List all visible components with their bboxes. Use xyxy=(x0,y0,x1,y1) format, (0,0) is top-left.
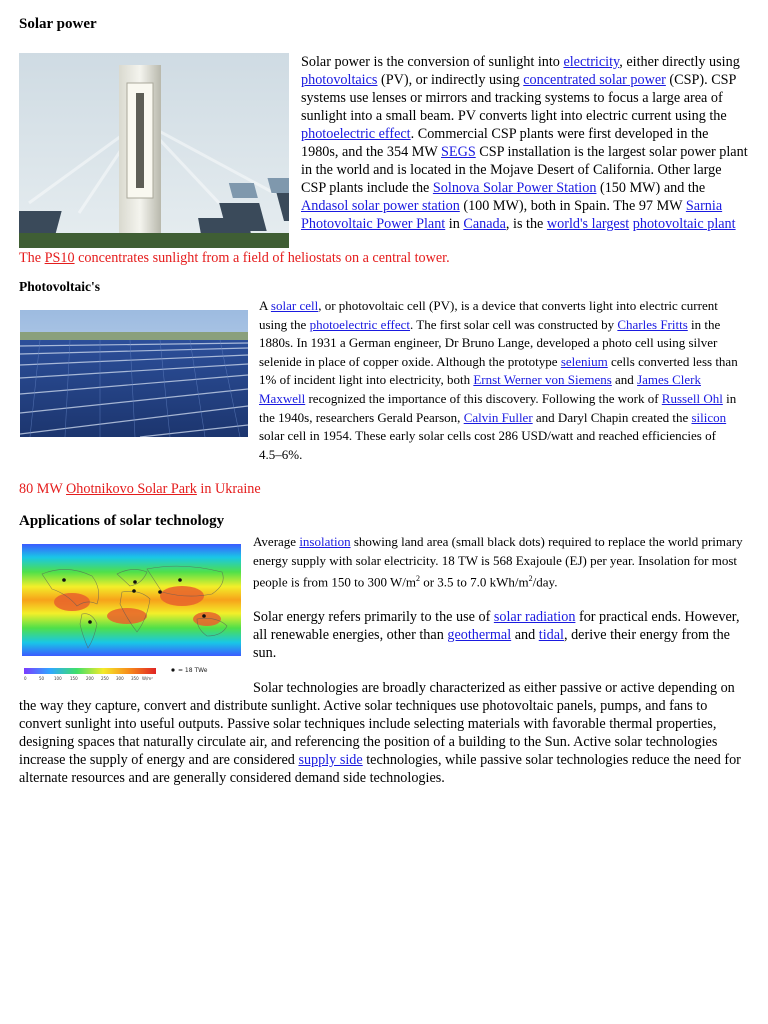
svg-text:W/m²: W/m² xyxy=(142,676,153,681)
link-ps10[interactable]: PS10 xyxy=(44,250,75,266)
solar-technologies-paragraph: Solar technologies are broadly characterized as either passive or active depending on the way they capture, convert and distribute sunlight. Active solar techniques use photovoltaic panels, pumps, and fans to convert sunlight into useful outputs. Passive solar techniques include selecting materials with favorable thermal properties, designing spaces that naturally circulate air, and referencing the position of a building to the Sun. Active solar technologies increase the supply of energy and are considered supply side technologies, while passive solar technologies reduce the need for alternate resources and are generally considered demand side technologies. xyxy=(19,680,741,786)
ps10-tower-image xyxy=(19,53,289,248)
link-selenium[interactable]: selenium xyxy=(560,353,608,369)
applications-heading: Applications of solar technology xyxy=(19,513,225,529)
pv-heading: Photovoltaic's xyxy=(19,279,100,294)
link-canada[interactable]: Canada xyxy=(463,216,506,232)
solar-park-image xyxy=(20,310,248,437)
ps10-caption: The PS10 concentrates sunlight from a field of heliostats on a central tower. xyxy=(19,250,450,266)
link-electricity[interactable]: electricity xyxy=(563,54,620,70)
link-ernst-werner-von-siemens[interactable]: Ernst Werner von Siemens xyxy=(473,372,612,388)
link-silicon[interactable]: silicon xyxy=(691,409,727,425)
link-tidal[interactable]: tidal xyxy=(538,627,564,643)
link-segs[interactable]: SEGS xyxy=(441,144,476,160)
insolation-paragraph: Average insolation showing land area (small black dots) required to replace the world primary energy supply with solar electricity. 18 TW is 568 Exajoule (EJ) per year. Insolation for most people is from 150 to 300 $W/m^2$ or 3.5 to 7.0 kWh/$m^2$/day. xyxy=(253,534,743,590)
svg-text:50: 50 xyxy=(39,676,45,681)
link-andasol[interactable]: Andasol solar power station xyxy=(301,198,460,214)
link-calvin-fuller[interactable]: Calvin Fuller xyxy=(463,409,533,425)
link-sarnia[interactable]: Sarnia Photovoltaic Power Plant xyxy=(301,198,723,232)
solar-energy-paragraph: Solar energy refers primarily to the use of solar radiation for practical ends. However, all renewable energies, other than geothermal and tidal, derive their energy from the sun. xyxy=(253,609,740,661)
link-supply-side[interactable]: supply side xyxy=(298,752,363,768)
link-insolation[interactable]: insolation xyxy=(299,534,351,549)
page-title: Solar power xyxy=(19,16,97,32)
link-concentrated-solar-power[interactable]: concentrated solar power xyxy=(523,72,666,88)
link-russell-ohl[interactable]: Russell Ohl xyxy=(661,390,723,406)
link-solnova[interactable]: Solnova Solar Power Station xyxy=(432,180,597,196)
link-photovoltaic-plant[interactable]: photovoltaic plant xyxy=(632,216,736,232)
link-worlds-largest[interactable]: world's largest xyxy=(546,216,630,232)
svg-text:300: 300 xyxy=(116,676,124,681)
solar-park-caption: 80 MW Ohotnikovo Solar Park in Ukraine xyxy=(19,481,261,497)
insolation-map-image xyxy=(22,544,241,685)
link-charles-fritts[interactable]: Charles Fritts xyxy=(617,316,688,332)
solar-power-paragraph: Solar power is the conversion of sunlight into electricity, either directly using photovoltaics (PV), or indirectly using concentrated solar power (CSP). CSP systems use lenses or mirrors and tracking systems to focus a large area of sunlight into a small beam. PV converts light into electric current using the photoelectric effect. Commercial CSP plants were first developed in the 1980s, and the 354 MW SEGS CSP installation is the largest solar power plant in the world and is located in the Mojave Desert of California. Other large CSP plants include the Solnova Solar Power Station (150 MW) and the Andasol solar power station (100 MW), both in Spain. The 97 MW Sarnia Photovoltaic Power Plant in Canada, is the world's largest photovoltaic plant xyxy=(301,54,748,232)
link-photovoltaics[interactable]: photovoltaics xyxy=(301,72,378,88)
pv-paragraph: A solar cell, or photovoltaic cell (PV), is a device that converts light into electric current using the photoelectric effect. The first solar cell was constructed by Charles Fritts in the 1880s. In 1931 a German engineer, Dr Bruno Lange, developed a photo cell using silver selenide in place of copper oxide. Although the prototype selenium cells converted less than 1% of incident light into electricity, both Ernst Werner von Siemens and James Clerk Maxwell recognized the importance of this discovery. Following the work of Russell Ohl in the 1940s, researchers Gerald Pearson, Calvin Fuller and Daryl Chapin created the silicon solar cell in 1954. These early solar cells cost 286 USD/watt and reached efficiencies of 4.5–6%. xyxy=(259,298,738,462)
link-james-clerk-maxwell[interactable]: James Clerk Maxwell xyxy=(259,372,701,406)
svg-text:= 18 TWe: = 18 TWe xyxy=(178,667,208,674)
link-geothermal[interactable]: geothermal xyxy=(447,627,512,643)
link-solar-cell[interactable]: solar cell xyxy=(270,298,319,313)
svg-text:100: 100 xyxy=(54,676,62,681)
link-solar-radiation[interactable]: solar radiation xyxy=(493,609,576,625)
svg-text:0: 0 xyxy=(24,676,27,681)
svg-text:150: 150 xyxy=(70,676,78,681)
svg-text:250: 250 xyxy=(101,676,109,681)
link-photoelectric-effect[interactable]: photoelectric effect xyxy=(301,126,411,142)
svg-text:200: 200 xyxy=(86,676,94,681)
link-photoelectric-effect-2[interactable]: photoelectric effect xyxy=(309,316,411,332)
link-ohotnikovo-solar-park[interactable]: Ohotnikovo Solar Park xyxy=(66,481,197,497)
svg-text:350: 350 xyxy=(131,676,139,681)
